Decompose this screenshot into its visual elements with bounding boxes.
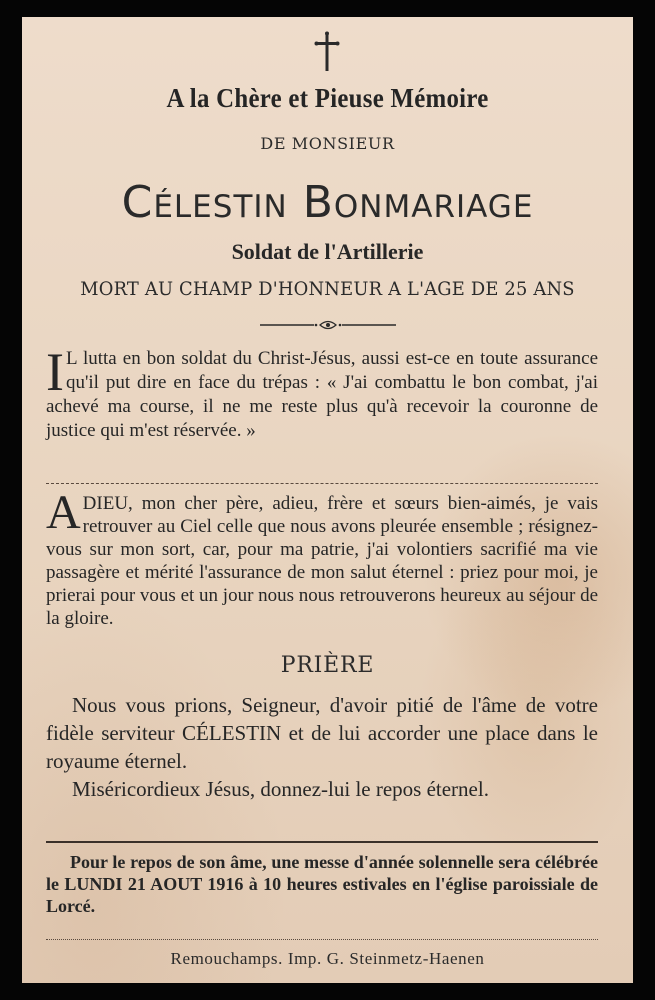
farewell-paragraph — [46, 486, 598, 630]
prayer-title: PRIÈRE — [280, 653, 375, 678]
printer-credit: Remouchamps. Imp. G. Steinmetz-Haenen — [170, 949, 485, 968]
deceased-last-name: Bonmariage — [302, 177, 534, 228]
footer-divider — [46, 939, 598, 940]
farewell-initial: A — [46, 486, 81, 539]
ornament-divider-icon — [258, 319, 398, 331]
deceased-name — [22, 177, 633, 228]
section-divider — [46, 483, 598, 484]
memorial-card — [22, 17, 633, 983]
prayer-paragraph: Nous vous prions, Seigneur, d'avoir pitié de l'âme de votre fidèle serviteur CÉLESTIN et de lui accorder une place dans le royaume éternel. — [46, 693, 598, 773]
prayer-paragraph: Miséricordieux Jésus, donnez-lui le repos éternel. — [72, 777, 489, 801]
farewell-text: DIEU, mon cher père, adieu, frère et sœurs bien-aimés, je vais retrouver au Ciel celle que nous avons pleurée ensemble ; résignez-vous sur mon sort, car, pour ma patrie, j'ai volontiers sacrifié ma vie passagère et mérité l'assurance de mon salut éternel : priez pour moi, je prierai pour vous et un jour nous nous retrouverons heureux au séjour de la gloire. — [46, 493, 598, 629]
tribute-text: L lutta en bon soldat du Christ-Jésus, aussi est-ce en toute assurance qu'il put dire en face du trépas : « J'ai combattu le bon combat, j'ai achevé ma course, il ne me reste plus qu'à recevoir la couronne de justice qui m'est réservée. » — [46, 348, 598, 441]
tribute-paragraph — [46, 342, 598, 443]
mass-notice-rule — [46, 841, 598, 843]
tribute-initial: I — [46, 342, 64, 402]
death-line: MORT AU CHAMP D'HONNEUR A L'AGE DE 25 ANS — [80, 278, 575, 300]
deceased-first-name: Célestin — [121, 177, 288, 228]
mass-notice: Pour le repos de son âme, une messe d'année solennelle sera célébrée le LUNDI 21 AOUT 1916 à 10 heures estivales en l'église paroissiale de Lorcé. — [46, 852, 598, 916]
memorial-subheading: DE MONSIEUR — [260, 134, 395, 153]
cross-icon — [314, 31, 340, 73]
deceased-rank: Soldat de l'Artillerie — [231, 239, 424, 264]
prayer-text — [46, 691, 598, 803]
memorial-heading: A la Chère et Pieuse Mémoire — [166, 83, 489, 113]
